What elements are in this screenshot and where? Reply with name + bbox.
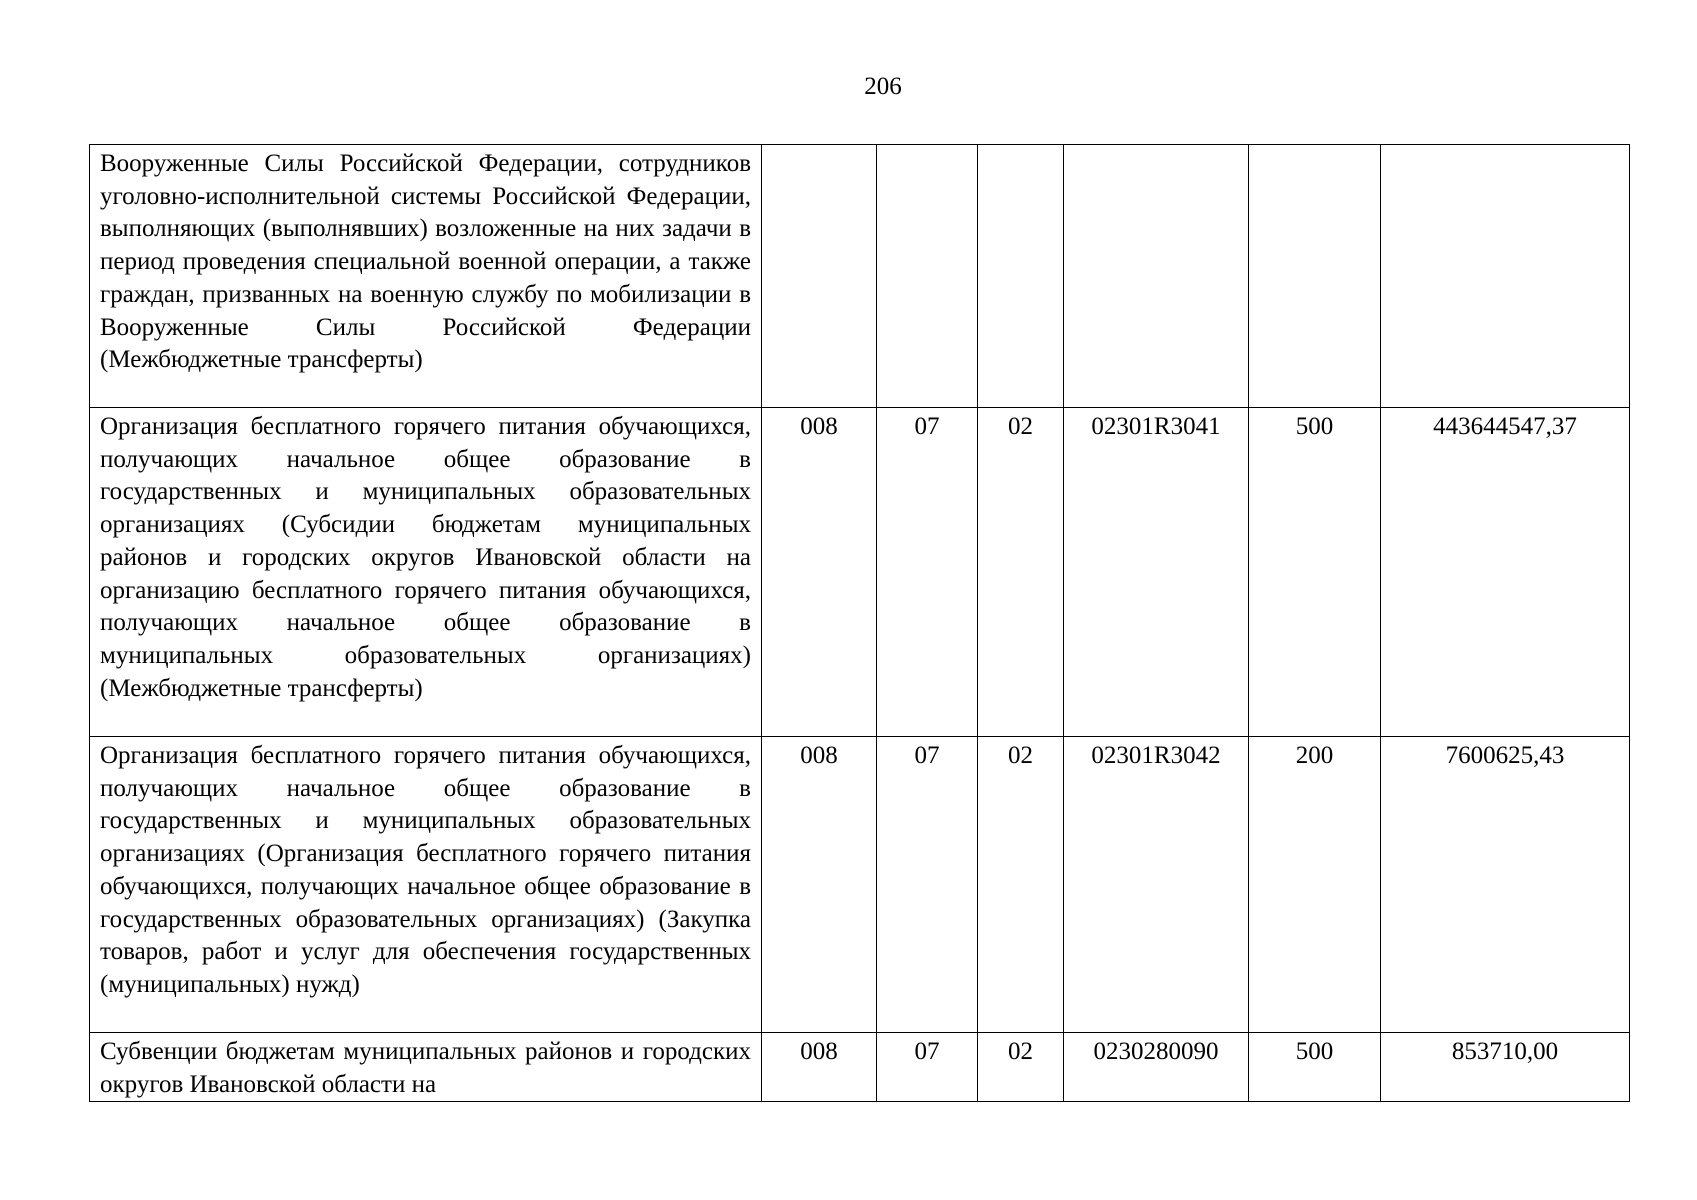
row-subsection-code	[978, 145, 1064, 408]
row-expense-type: 200	[1249, 737, 1381, 1033]
row-section-code	[877, 145, 978, 408]
budget-table	[89, 144, 1630, 1102]
row-target-article	[1064, 145, 1249, 408]
row-target-article: 0230280090	[1064, 1033, 1249, 1102]
row-section-code: 07	[877, 737, 978, 1033]
row-description: Вооруженные Силы Российской Федерации, сотрудников уголовно-исполнительной системы Российской Федерации, выполняющих (выполнявших) возложенные на них задачи в период проведения специальной военной операции, а также граждан, призванных на военную службу по мобилизации в Вооруженные Силы Российской Федерации (Межбюджетные трансферты)	[90, 145, 762, 408]
row-grbs-code: 008	[762, 408, 877, 737]
row-target-article: 02301R3042	[1064, 737, 1249, 1033]
row-amount: 853710,00	[1381, 1033, 1630, 1102]
page-number: 206	[864, 73, 902, 100]
row-expense-type	[1249, 145, 1381, 408]
row-description: Субвенции бюджетам муниципальных районов и городских округов Ивановской области на	[90, 1033, 762, 1102]
row-subsection-code: 02	[978, 737, 1064, 1033]
table-row	[90, 1033, 1630, 1102]
row-amount: 443644547,37	[1381, 408, 1630, 737]
row-grbs-code	[762, 145, 877, 408]
table-row	[90, 737, 1630, 1033]
row-amount: 7600625,43	[1381, 737, 1630, 1033]
table-row	[90, 145, 1630, 408]
row-expense-type: 500	[1249, 1033, 1381, 1102]
table-row	[90, 408, 1630, 737]
row-amount	[1381, 145, 1630, 408]
row-grbs-code: 008	[762, 1033, 877, 1102]
row-subsection-code: 02	[978, 408, 1064, 737]
row-section-code: 07	[877, 1033, 978, 1102]
row-grbs-code: 008	[762, 737, 877, 1033]
row-description: Организация бесплатного горячего питания обучающихся, получающих начальное общее образование в государственных и муниципальных образовательных организациях (Субсидии бюджетам муниципальных районов и городских округов Ивановской области на организацию бесплатного горячего питания обучающихся, получающих начальное общее образование в муниципальных образовательных организациях) (Межбюджетные трансферты)	[90, 408, 762, 737]
row-section-code: 07	[877, 408, 978, 737]
row-description: Организация бесплатного горячего питания обучающихся, получающих начальное общее образование в государственных и муниципальных образовательных организациях (Организация бесплатного горячего питания обучающихся, получающих начальное общее образование в государственных образовательных организациях) (Закупка товаров, работ и услуг для обеспечения государственных (муниципальных) нужд)	[90, 737, 762, 1033]
row-subsection-code: 02	[978, 1033, 1064, 1102]
row-expense-type: 500	[1249, 408, 1381, 737]
row-target-article: 02301R3041	[1064, 408, 1249, 737]
